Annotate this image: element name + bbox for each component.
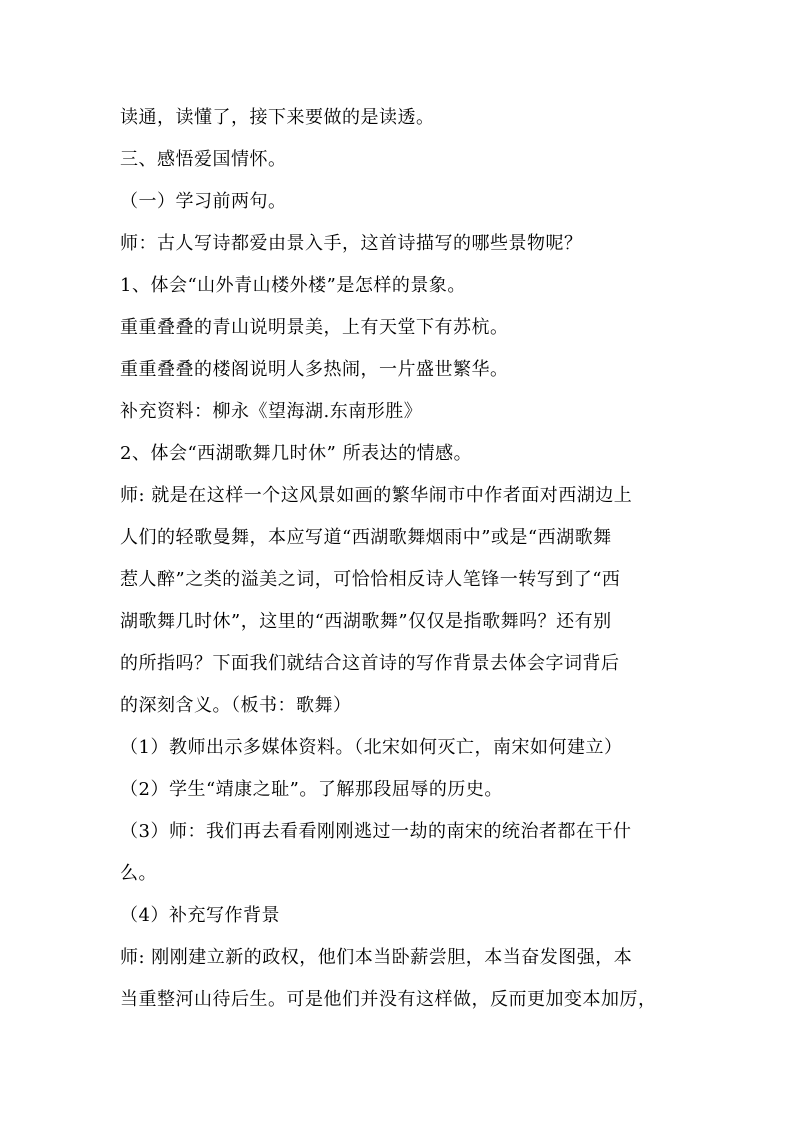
text-line: 读通，读懂了，接下来要做的是读透。 [120,107,435,128]
text-line: （2）学生“靖康之耻”。了解那段屈辱的历史。 [120,779,503,800]
text-line: 师: 就是在这样一个这风景如画的繁华闹市中作者面对西湖边上 [120,485,633,506]
section-heading: 三、感悟爱国情怀。 [120,149,287,170]
text-line: 湖歌舞几时休”，这里的“西湖歌舞”仅仅是指歌舞吗？还有别 [120,611,612,632]
text-line: 的深刻含义。（板书：歌舞） [120,695,352,716]
text-line: 么。 [120,863,157,884]
text-line: 的所指吗？下面我们就结合这首诗的写作背景去体会字词背后 [120,653,620,674]
text-line: 补充资料：柳永《望海湖.东南形胜》 [120,401,423,422]
text-line: 人们的轻歌曼舞，本应写道“西湖歌舞烟雨中”或是“西湖歌舞 [120,527,612,548]
text-line: 师：古人写诗都爱由景入手，这首诗描写的哪些景物呢？ [120,233,583,254]
text-line: （1）教师出示多媒体资料。（北宋如何灭亡，南宋如何建立） [120,737,623,758]
subsection-heading: （一）学习前两句。 [120,191,287,212]
text-line: 2、体会“西湖歌舞几时休” 所表达的情感。 [120,443,473,464]
text-line: 惹人醉”之类的溢美之词，可恰恰相反诗人笔锋一转写到了“西 [120,569,621,590]
text-line: 1、体会“山外青山楼外楼”是怎样的景象。 [120,275,466,296]
text-line: （3）师：我们再去看看刚刚逃过一劫的南宋的统治者都在干什 [120,821,632,842]
text-line: 重重叠叠的楼阁说明人多热闹，一片盛世繁华。 [120,359,509,380]
text-line: 师: 刚刚建立新的政权，他们本当卧薪尝胆，本当奋发图强，本 [120,947,633,968]
text-line: 当重整河山待后生。可是他们并没有这样做，反而更加变本加厉， [120,989,657,1010]
text-line: 重重叠叠的青山说明景美，上有天堂下有苏杭。 [120,317,509,338]
text-line: （4）补充写作背景 [120,905,280,926]
